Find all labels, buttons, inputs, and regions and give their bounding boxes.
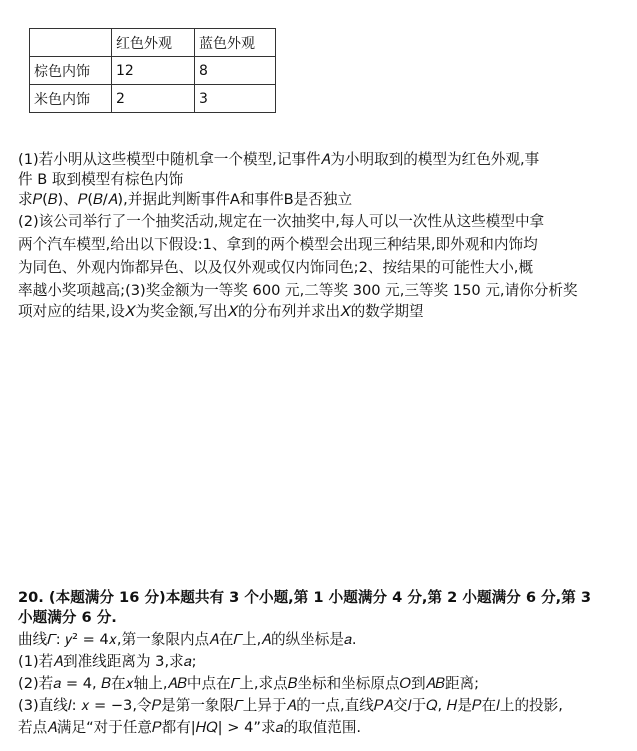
table-cell: 8 [195,57,276,85]
problem20-line: 若点𝐴满足“对于任意𝑃都有|𝐻𝑄| > 4”求𝑎的取值范围. [18,719,362,736]
problem19-line: 率越小奖项越高;(3)奖金额为一等奖 600 元,二等奖 300 元,三等奖 150 元,请你分析奖 [18,282,578,299]
table-row-header: 棕色内饰 [30,57,112,85]
problem20-line: (1)若𝐴到准线距离为 3,求𝑎; [18,653,197,670]
problem19-line: 项对应的结果,设𝑋为奖金额,写出𝑋的分布列并求出𝑋的数学期望 [18,303,424,320]
data-table [29,28,276,113]
table-row [30,57,276,85]
problem19-line: (2)该公司举行了一个抽奖活动,规定在一次抽奖中,每人可以一次性从这些模型中拿 [18,213,545,230]
problem20-line: 曲线𝛤: 𝑦² = 4𝑥,第一象限内点𝐴在𝛤上,𝐴的纵坐标是𝑎. [18,631,357,648]
table-cell: 12 [112,57,195,85]
table-header-row [30,29,276,57]
problem19-line: 求𝑃(𝐵)、𝑃(𝐵/𝐴),并据此判断事件A和事件B是否独立 [18,191,353,208]
problem19-line: (1)若小明从这些模型中随机拿一个模型,记事件𝐴为小明取到的模型为红色外观,事 [18,151,540,168]
problem20-line: (3)直线𝑙: 𝑥 = −3,令𝑃是第一象限𝛤上异于𝐴的一点,直线𝑃𝐴交𝑙于𝑄, 𝐻是𝑃在𝑙上的投影, [18,697,563,714]
table-header-cell: 蓝色外观 [195,29,276,57]
table-row [30,85,276,113]
table-cell: 3 [195,85,276,113]
problem20-line: (2)若𝑎 = 4, 𝐵在𝑥轴上,𝐴𝐵中点在𝛤上,求点𝐵坐标和坐标原点𝑂到𝐴𝐵距离; [18,675,480,692]
table-cell: 2 [112,85,195,113]
table-row-header: 米色内饰 [30,85,112,113]
problem20-heading: 小题满分 6 分. [18,609,117,626]
problem19-line: 为同色、外观内饰都异色、以及仅外观或仅内饰同色;2、按结果的可能性大小,概 [18,259,534,276]
problem19-line: 件 B 取到模型有棕色内饰 [18,171,184,188]
problem19-line: 两个汽车模型,给出以下假设:1、拿到的两个模型会出现三种结果,即外观和内饰均 [18,236,538,253]
table-header-cell: 红色外观 [112,29,195,57]
table-cell [30,29,112,57]
problem20-heading: 20. (本题满分 16 分)本题共有 3 个小题,第 1 小题满分 4 分,第 2 小题满分 6 分,第 3 [18,589,592,606]
